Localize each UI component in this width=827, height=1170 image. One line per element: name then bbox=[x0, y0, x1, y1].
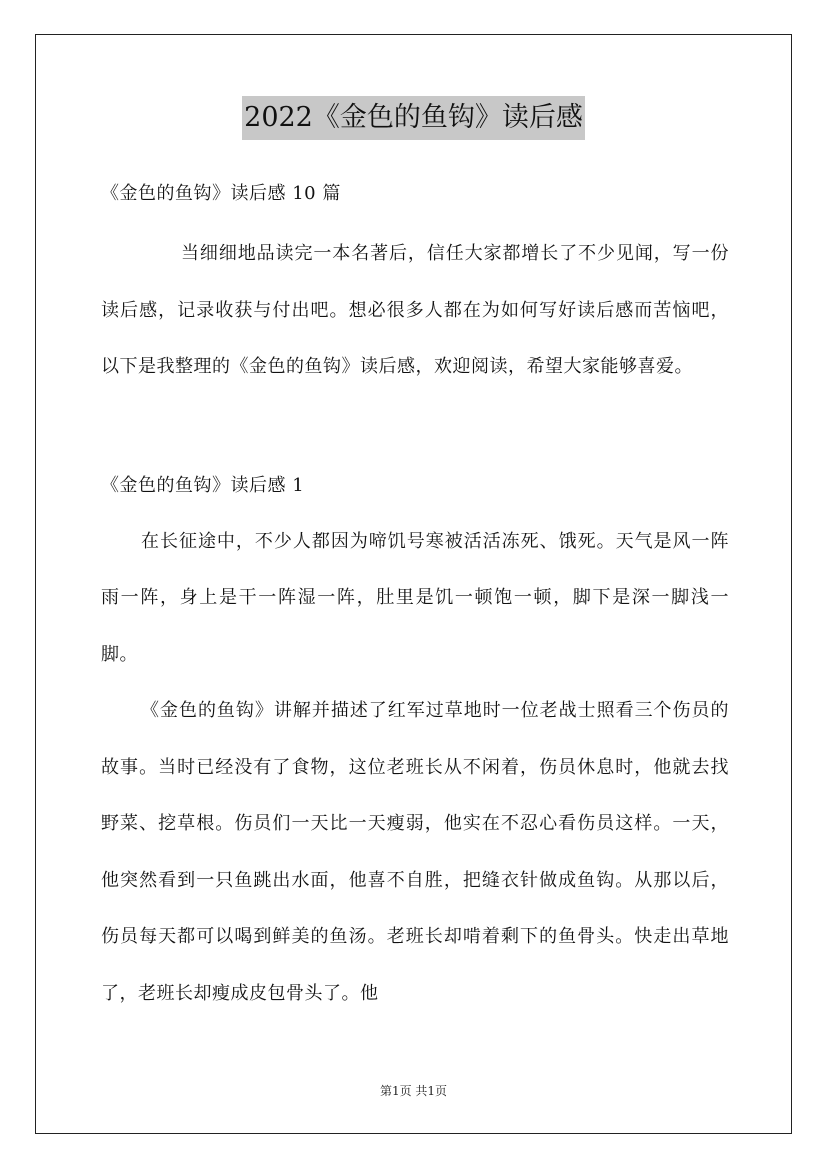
document-title: 2022《金色的鱼钩》读后感 bbox=[242, 96, 585, 140]
section-spacer bbox=[101, 396, 729, 458]
section-heading: 《金色的鱼钩》读后感 1 bbox=[101, 474, 305, 496]
page-footer: 第1页 共1页 bbox=[379, 1084, 448, 1098]
document-body bbox=[101, 170, 729, 1022]
body-paragraph: 在长征途中，不少人都因为啼饥号寒被活活冻死、饿死。天气是风一阵雨一阵，身上是干一阵湿一阵，肚里是饥一顿饱一顿，脚下是深一脚浅一脚。 bbox=[101, 530, 729, 665]
document-subtitle: 《金色的鱼钩》读后感 10 篇 bbox=[101, 183, 341, 204]
intro-paragraph: 当细细地品读完一本名著后，信任大家都增长了不少见闻，写一份读后感，记录收获与付出吧。想必很多人都在为如何写好读后感而苦恼吧，以下是我整理的《金色的鱼钩》读后感，欢迎阅读，希望大家能够喜爱。 bbox=[101, 243, 729, 377]
title-container bbox=[0, 96, 827, 140]
body-paragraph: 《金色的鱼钩》讲解并描述了红军过草地时一位老战士照看三个伤员的故事。当时已经没有了食物，这位老班长从不闲着，伤员休息时，他就去找野菜、挖草根。伤员们一天比一天瘦弱，他实在不忍心看伤员这样。一天，他突然看到一只鱼跳出水面，他喜不自胜，把缝衣针做成鱼钩。从那以后，伤员每天都可以喝到鲜美的鱼汤。老班长却啃着剩下的鱼骨头。快走出草地了，老班长却瘦成皮包骨头了。他 bbox=[101, 700, 729, 1004]
